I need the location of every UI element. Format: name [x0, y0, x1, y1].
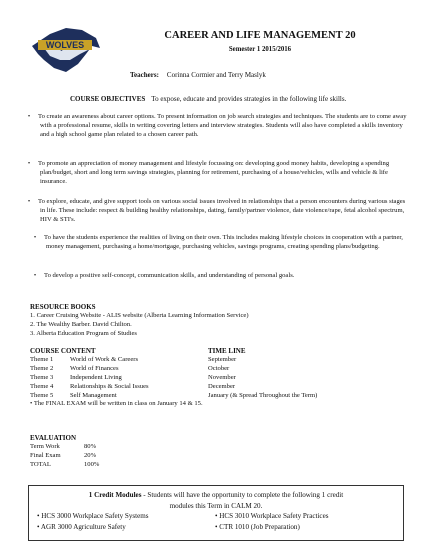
- bullet-icon: •: [30, 400, 34, 408]
- bullet-icon: •: [27, 160, 31, 167]
- theme-row: Theme 1 World of Work & Careers September: [30, 355, 237, 363]
- evaluation-heading: EVALUATION: [30, 434, 77, 442]
- theme-row: Theme 2 World of Finances October: [30, 364, 230, 372]
- objective-item: • To explore, educate, and give support tools on various social issues involved in relationships that a person encounters during various stages in life. These include: respect & building healthy relationships, dating, family/partner violence, date violence/rape, fetal alcohol spectrum, HIV & STI's.: [27, 198, 406, 223]
- theme-row: Theme 3 Independent Living November: [30, 373, 236, 381]
- page-title: CAREER AND LIFE MANAGEMENT 20: [164, 30, 356, 41]
- content-heading: COURSE CONTENT: [30, 347, 96, 355]
- bullet-icon: •: [27, 198, 31, 205]
- resource-section: [30, 303, 402, 339]
- credit-module-item: • HCS 3000 Workplace Safety Systems: [37, 512, 149, 520]
- bullet-icon: •: [33, 234, 37, 241]
- final-exam-note: • The FINAL EXAM will be written in class on January 14 & 15.: [30, 400, 203, 408]
- objectives-label: COURSE OBJECTIVES: [70, 95, 146, 103]
- credit-label: 1 Credit Modules: [88, 491, 142, 499]
- bullet-icon: •: [33, 272, 37, 279]
- theme-row: Theme 5 Self Management January (& Spread Throughout the Term): [30, 391, 318, 399]
- resource-item: 3. Alberta Education Program of Studies: [30, 329, 137, 337]
- resource-heading: RESOURCE BOOKS: [30, 303, 96, 311]
- resource-item: 1. Career Cruising Website - ALIS website (Alberta Learning Information Service): [30, 311, 249, 319]
- credit-module-item: • AGR 3000 Agriculture Safety: [37, 522, 126, 531]
- objective-item: • To promote an appreciation of money management and lifestyle focussing on: developing good money habits, developing a spending plan/budget, short and long term savings strategies, planning for retirement, purchasing of a house/vehicles, wills and vehicle & life insurance.: [27, 160, 390, 185]
- objectives-text: To expose, educate and provides strategies in the following life skills.: [151, 95, 347, 103]
- credit-intro: [37, 490, 395, 501]
- bullet-icon: •: [27, 113, 31, 120]
- evaluation-row: TOTAL 100%: [30, 460, 100, 468]
- credit-text: - Students will have the opportunity to complete the following 1 credit: [143, 491, 344, 499]
- timeline-heading: TIME LINE: [208, 347, 246, 355]
- credit-modules-box: [28, 485, 404, 541]
- bullet-icon: •: [215, 522, 220, 531]
- bullet-icon: •: [215, 512, 220, 520]
- credit-module-item: • HCS 3010 Workplace Safety Practices: [215, 512, 329, 520]
- objective-item: • To develop a positive self-concept, communication skills, and understanding of personal goals.: [33, 272, 295, 279]
- theme-row: Theme 4 Relationships & Social Issues December: [30, 382, 236, 390]
- evaluation-row: Term Work 80%: [30, 442, 97, 450]
- bullet-icon: •: [37, 522, 41, 531]
- content-section: [30, 347, 402, 409]
- objective-item: • To have the students experience the realities of living on their own. This includes making lifestyle choices in cooperation with a partner, money management, purchasing a home/mortgage, purchasing vehicles, savings programs, creating spending plans/budgeting.: [33, 234, 403, 250]
- credit-module-item: • CTR 1010 (Job Preparation): [215, 522, 300, 531]
- evaluation-section: [30, 434, 230, 470]
- semester-label: Semester 1 2015/2016: [228, 46, 292, 53]
- teachers-names: Corinna Cormier and Terry Maslyk: [166, 71, 266, 79]
- resource-item: 2. The Wealthy Barber. David Chilton.: [30, 320, 132, 328]
- teachers-label: Teachers:: [130, 71, 159, 79]
- logo-text: WOLVES: [45, 40, 85, 51]
- teachers-line: [130, 71, 266, 79]
- wolves-logo: [30, 24, 102, 76]
- evaluation-row: Final Exam 20%: [30, 451, 97, 459]
- bullet-icon: •: [37, 512, 42, 520]
- credit-text-2: modules this Term in CALM 20.: [169, 501, 263, 510]
- objective-item: • To create an awareness about career options. To present information on job search strategies and techniques. The students are to come away with a professional resume, skills in writing covering letters and interview strategies. Students will also have completed a skills inventory and a high school game plan related to a chosen career path.: [27, 113, 407, 138]
- objectives-line: [70, 95, 346, 103]
